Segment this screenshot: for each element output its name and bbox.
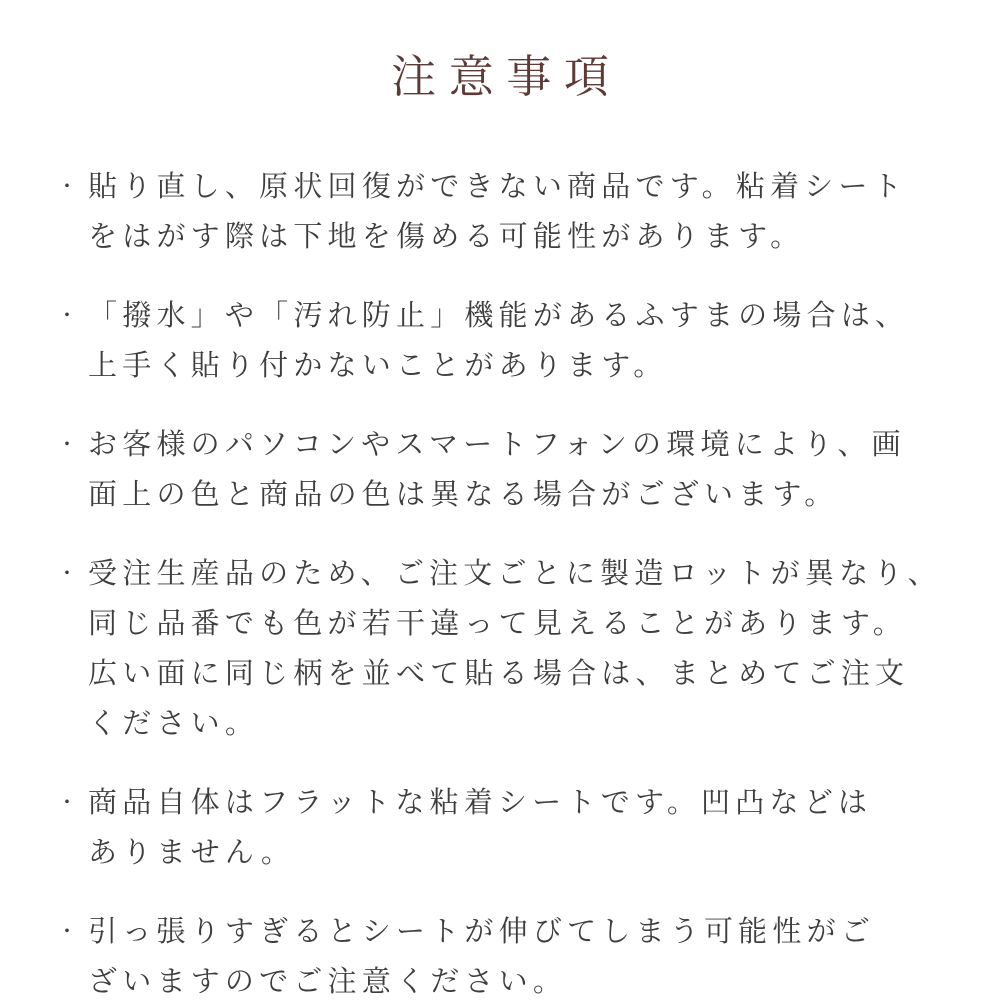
notice-line: お客様のパソコンやスマートフォンの環境により、画 <box>88 428 906 461</box>
notice-line: 商品自体はフラットな粘着シートです。凹凸などは <box>88 786 873 819</box>
notice-line: 広い面に同じ柄を並べて貼る場合は、まとめてご注文 <box>88 657 910 690</box>
notice-line: 上手く貼り付かないことがあります。 <box>88 349 668 382</box>
notice-line: ください。 <box>88 707 260 740</box>
bullet-icon: ・ <box>57 175 77 198</box>
notice-text <box>88 549 970 749</box>
notice-text <box>88 907 970 1000</box>
bullet-icon: ・ <box>57 433 77 456</box>
notice-item <box>57 420 970 520</box>
bullet-icon: ・ <box>57 920 77 943</box>
notice-line: ありません。 <box>88 836 296 869</box>
notice-line: ざいますのでご注意ください。 <box>88 965 568 998</box>
notice-line: 受注生産品のため、ご注文ごとに製造ロットが異なり、 <box>88 557 942 590</box>
notice-item <box>57 291 970 391</box>
notice-line: 面上の色と商品の色は異なる場合がございます。 <box>88 478 839 511</box>
notice-text <box>88 291 970 391</box>
bullet-icon: ・ <box>57 791 77 814</box>
notice-list <box>0 102 1000 1000</box>
notice-item <box>57 907 970 1000</box>
notice-text <box>88 420 970 520</box>
bullet-icon: ・ <box>57 562 77 585</box>
bullet-icon: ・ <box>57 304 77 327</box>
notice-line: 貼り直し、原状回復ができない商品です。粘着シート <box>88 170 907 203</box>
notice-item <box>57 778 970 878</box>
page-title: 注意事項 <box>391 51 622 102</box>
notice-item <box>57 549 970 749</box>
notice-item <box>57 162 970 262</box>
notice-line: 「撥水」や「汚れ防止」機能があるふすまの場合は、 <box>88 299 910 332</box>
notice-line: 引っ張りすぎるとシートが伸びてしまう可能性がご <box>88 915 876 948</box>
notice-text <box>88 778 970 878</box>
notice-line: をはがす際は下地を傷める可能性があります。 <box>88 220 805 253</box>
notice-text <box>88 162 970 262</box>
notice-line: 同じ品番でも色が若干違って見えることがあります。 <box>88 607 907 640</box>
